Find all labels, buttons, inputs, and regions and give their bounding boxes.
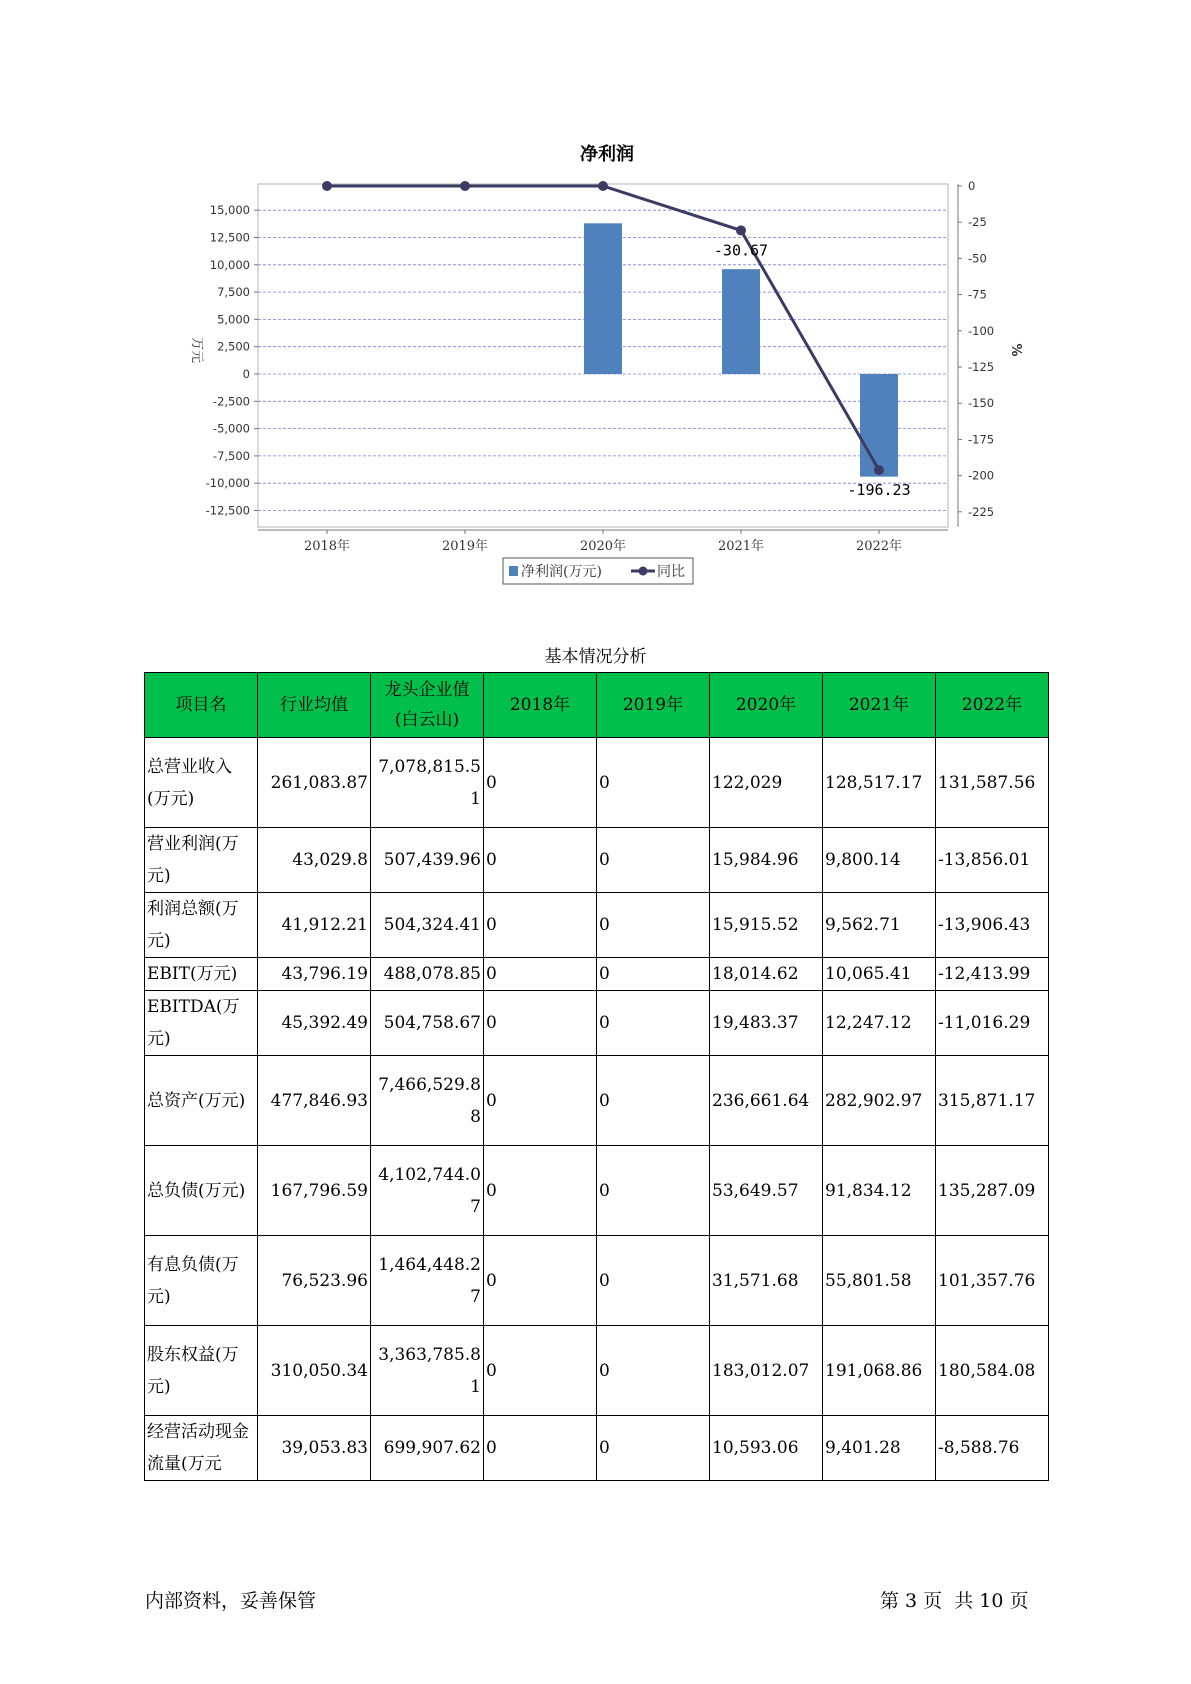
table-cell: 43,796.19 xyxy=(258,958,371,991)
y-left-tick-label: -7,500 xyxy=(212,448,250,463)
table-cell: 3,363,785.81 xyxy=(371,1326,484,1416)
table-cell: 15,915.52 xyxy=(710,893,823,958)
table-cell: 131,587.56 xyxy=(936,738,1049,828)
table-cell: 261,083.87 xyxy=(258,738,371,828)
legend-bar-label: 净利润(万元) xyxy=(521,564,602,580)
legend-bar-swatch xyxy=(509,566,518,576)
table-cell: -12,413.99 xyxy=(936,958,1049,991)
table-cell: 43,029.8 xyxy=(258,828,371,893)
table-cell: 10,065.41 xyxy=(823,958,936,991)
table-cell: 7,078,815.51 xyxy=(371,738,484,828)
x-tick-label: 2018年 xyxy=(303,539,351,554)
table-row xyxy=(145,1146,1049,1236)
table-cell: 0 xyxy=(597,893,710,958)
basic-analysis-table xyxy=(144,672,1049,1481)
y-left-tick-label: 10,000 xyxy=(209,257,250,272)
table-cell: -13,906.43 xyxy=(936,893,1049,958)
table-row xyxy=(145,1326,1049,1416)
table-cell: 0 xyxy=(597,991,710,1056)
table-cell: 101,357.76 xyxy=(936,1236,1049,1326)
yoy-point-2019年 xyxy=(460,181,470,191)
y-right-tick-label: -150 xyxy=(968,396,995,411)
table-row xyxy=(145,958,1049,991)
row-label: 营业利润(万元) xyxy=(145,828,258,893)
table-cell: 0 xyxy=(597,828,710,893)
y-right-tick-label: -175 xyxy=(968,432,995,447)
row-label: 利润总额(万元) xyxy=(145,893,258,958)
table-cell: 488,078.85 xyxy=(371,958,484,991)
table-cell: 128,517.17 xyxy=(823,738,936,828)
table-cell: 477,846.93 xyxy=(258,1056,371,1146)
table-cell: 504,324.41 xyxy=(371,893,484,958)
net-profit-chart xyxy=(0,0,1191,620)
table-cell: 0 xyxy=(484,1416,597,1481)
table-cell: 0 xyxy=(484,738,597,828)
table-cell: 9,562.71 xyxy=(823,893,936,958)
y-left-tick-label: 5,000 xyxy=(217,312,250,327)
y-right-tick-label: -50 xyxy=(968,251,987,266)
row-label: 股东权益(万元) xyxy=(145,1326,258,1416)
legend-line-label: 同比 xyxy=(657,564,685,580)
table-cell: 45,392.49 xyxy=(258,991,371,1056)
yoy-point-2020年 xyxy=(598,181,608,191)
y-left-tick-label: -5,000 xyxy=(212,421,250,436)
table-cell: 0 xyxy=(597,738,710,828)
table-cell: 7,466,529.88 xyxy=(371,1056,484,1146)
table-cell: 0 xyxy=(597,1236,710,1326)
table-cell: 0 xyxy=(484,1236,597,1326)
y-right-tick-label: -75 xyxy=(968,287,987,302)
footer-page-number: 第 3 页 共 10 页 xyxy=(880,1590,1029,1612)
x-tick-label: 2019年 xyxy=(441,539,489,554)
table-cell: 183,012.07 xyxy=(710,1326,823,1416)
table-cell: 180,584.08 xyxy=(936,1326,1049,1416)
table-cell: -8,588.76 xyxy=(936,1416,1049,1481)
y-right-tick-label: -100 xyxy=(968,323,995,338)
y-right-tick-label: 0 xyxy=(968,179,976,193)
y-right-tick-label: -200 xyxy=(968,468,995,483)
table-row xyxy=(145,893,1049,958)
table-cell: 0 xyxy=(597,1416,710,1481)
table-cell: 1,464,448.27 xyxy=(371,1236,484,1326)
table-cell: -11,016.29 xyxy=(936,991,1049,1056)
row-label: 有息负债(万元) xyxy=(145,1236,258,1326)
table-cell: 236,661.64 xyxy=(710,1056,823,1146)
yoy-point-2021年 xyxy=(736,225,746,235)
row-label: 经营活动现金流量(万元 xyxy=(145,1416,258,1481)
table-cell: 0 xyxy=(484,893,597,958)
y-left-tick-label: 7,500 xyxy=(217,285,250,300)
y-left-tick-label: 2,500 xyxy=(217,339,250,354)
table-row xyxy=(145,1056,1049,1146)
row-label: EBIT(万元) xyxy=(145,958,258,991)
table-cell: 4,102,744.07 xyxy=(371,1146,484,1236)
header-year-2019: 2019年 xyxy=(597,673,710,738)
table-cell: 699,907.62 xyxy=(371,1416,484,1481)
table-cell: -13,856.01 xyxy=(936,828,1049,893)
table-row xyxy=(145,991,1049,1056)
table-cell: 0 xyxy=(484,991,597,1056)
row-label: 总营业收入(万元) xyxy=(145,738,258,828)
table-cell: 0 xyxy=(597,1056,710,1146)
y-right-tick-label: -125 xyxy=(968,360,995,374)
table-cell: 135,287.09 xyxy=(936,1146,1049,1236)
table-cell: 76,523.96 xyxy=(258,1236,371,1326)
table-cell: 18,014.62 xyxy=(710,958,823,991)
table-cell: 9,800.14 xyxy=(823,828,936,893)
header-year-2022: 2022年 xyxy=(936,673,1049,738)
x-tick-label: 2022年 xyxy=(855,539,903,554)
table-cell: 15,984.96 xyxy=(710,828,823,893)
table-row xyxy=(145,1236,1049,1326)
table-cell: 10,593.06 xyxy=(710,1416,823,1481)
header-leader-value: 龙头企业值(白云山) xyxy=(371,673,484,738)
y-right-tick-label: -25 xyxy=(968,215,987,230)
table-row xyxy=(145,738,1049,828)
header-year-2020: 2020年 xyxy=(710,673,823,738)
header-year-2018: 2018年 xyxy=(484,673,597,738)
table-cell: 53,649.57 xyxy=(710,1146,823,1236)
table-cell: 0 xyxy=(484,958,597,991)
legend-line-marker xyxy=(639,567,648,576)
table-cell: 282,902.97 xyxy=(823,1056,936,1146)
table-body xyxy=(145,738,1049,1481)
table-cell: 0 xyxy=(484,1326,597,1416)
table-cell: 191,068.86 xyxy=(823,1326,936,1416)
table-caption: 基本情况分析 xyxy=(544,647,647,667)
y-left-tick-label: -2,500 xyxy=(212,394,250,409)
yoy-data-label: -30.67 xyxy=(713,241,769,260)
bar-2020年 xyxy=(584,223,622,374)
header-industry-avg: 行业均值 xyxy=(258,673,371,738)
table-cell: 19,483.37 xyxy=(710,991,823,1056)
y-left-tick-label: 0 xyxy=(242,367,250,381)
footer-confidential-note: 内部资料，妥善保管 xyxy=(145,1590,317,1612)
y-right-axis-title: % xyxy=(1008,343,1023,357)
table-cell: 315,871.17 xyxy=(936,1056,1049,1146)
row-label: EBITDA(万元) xyxy=(145,991,258,1056)
table-header-row xyxy=(145,673,1049,738)
yoy-point-2022年 xyxy=(874,465,884,475)
table-cell: 0 xyxy=(484,1056,597,1146)
table-row xyxy=(145,828,1049,893)
table-cell: 0 xyxy=(597,1146,710,1236)
table-cell: 122,029 xyxy=(710,738,823,828)
y-left-tick-label: 12,500 xyxy=(209,230,250,245)
y-right-tick-label: -225 xyxy=(968,504,995,519)
table-cell: 39,053.83 xyxy=(258,1416,371,1481)
y-left-axis-title: 万元 xyxy=(189,336,204,364)
yoy-point-2018年 xyxy=(322,181,332,191)
yoy-data-label: -196.23 xyxy=(847,481,911,500)
table-cell: 0 xyxy=(484,1146,597,1236)
header-item-name: 项目名 xyxy=(145,673,258,738)
x-tick-label: 2021年 xyxy=(717,539,765,554)
table-cell: 0 xyxy=(597,1326,710,1416)
chart-title: 净利润 xyxy=(580,144,634,165)
table-cell: 0 xyxy=(484,828,597,893)
header-year-2021: 2021年 xyxy=(823,673,936,738)
x-tick-label: 2020年 xyxy=(579,539,627,554)
table-cell: 310,050.34 xyxy=(258,1326,371,1416)
table-row xyxy=(145,1416,1049,1481)
table-cell: 504,758.67 xyxy=(371,991,484,1056)
table-cell: 507,439.96 xyxy=(371,828,484,893)
table-cell: 12,247.12 xyxy=(823,991,936,1056)
bar-2022年 xyxy=(860,374,898,477)
table-cell: 55,801.58 xyxy=(823,1236,936,1326)
y-left-tick-label: 15,000 xyxy=(209,203,250,218)
chart-canvas xyxy=(0,0,1191,620)
table-cell: 91,834.12 xyxy=(823,1146,936,1236)
table-cell: 0 xyxy=(597,958,710,991)
y-left-tick-label: -10,000 xyxy=(205,476,250,491)
row-label: 总资产(万元) xyxy=(145,1056,258,1146)
y-left-tick-label: -12,500 xyxy=(205,503,250,518)
table-cell: 167,796.59 xyxy=(258,1146,371,1236)
table-cell: 31,571.68 xyxy=(710,1236,823,1326)
row-label: 总负债(万元) xyxy=(145,1146,258,1236)
bar-2021年 xyxy=(722,269,760,374)
table-cell: 41,912.21 xyxy=(258,893,371,958)
table-cell: 9,401.28 xyxy=(823,1416,936,1481)
